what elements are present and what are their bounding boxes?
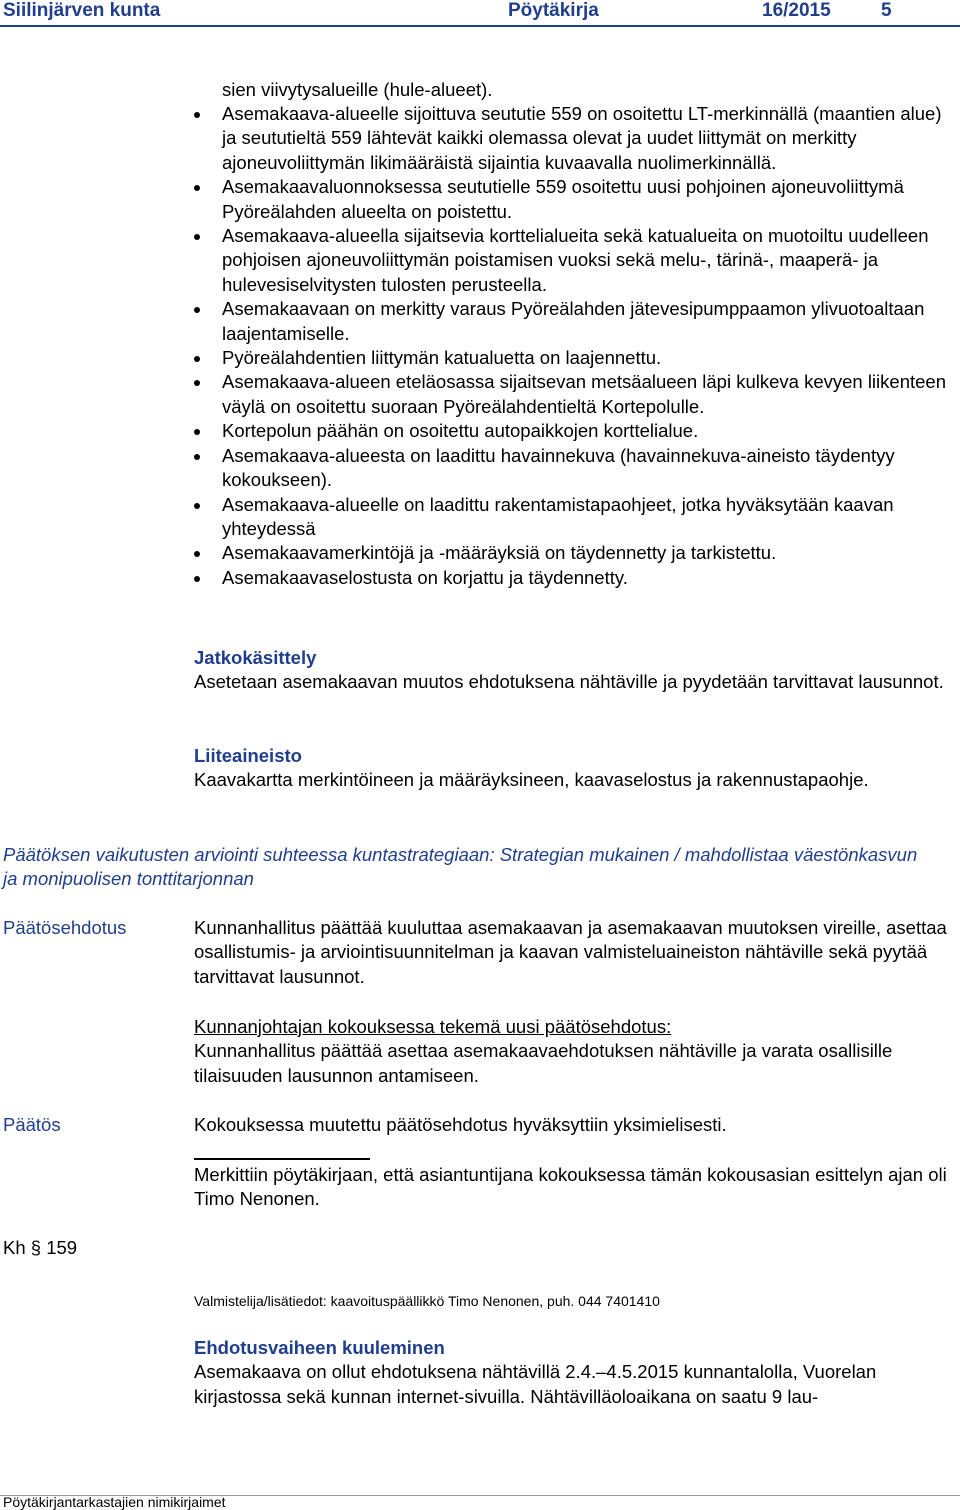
liiteaineisto-section — [194, 744, 954, 793]
section-text: Kaavakartta merkintöineen ja määräyksineen, kaavaselostus ja rakennustapaohje. — [194, 769, 869, 791]
section-text: Asetetaan asemakaavan muutos ehdotuksena nähtäville ja pyydetään tarvittavat lausunnot. — [194, 671, 944, 693]
footer-text: Pöytäkirjantarkastajien nimikirjaimet — [3, 1494, 226, 1510]
municipality-name: Siilinjärven kunta — [3, 0, 161, 21]
list-item: Asemakaava-alueen eteläosassa sijaitsevan metsäalueen läpi kulkeva kevyen liikenteen väylä on osoitettu suoraan Pyöreälahdentieltä Kortepolulle. — [222, 370, 952, 419]
signature-rule — [194, 1158, 370, 1160]
decision-text: Kokouksessa muutettu päätösehdotus hyväksyttiin yksimielisesti. — [194, 1114, 727, 1135]
bullet-icon — [194, 576, 200, 582]
decision-label: Päätös — [3, 1114, 61, 1135]
section-heading: Jatkokäsittely — [194, 647, 317, 668]
bullet-icon — [194, 503, 200, 509]
page-header — [0, 0, 960, 24]
proposal-label: Päätösehdotus — [3, 917, 127, 938]
list-item: Kortepolun päähän on osoitettu autopaikkojen korttelialue. — [222, 419, 952, 443]
new-proposal-section — [194, 1015, 954, 1088]
section-heading: Liiteaineisto — [194, 745, 302, 766]
bullet-icon — [194, 429, 200, 435]
bullet-icon — [194, 454, 200, 460]
list-item: Asemakaava-alueelle on laadittu rakentamistapaohjeet, jotka hyväksytään kaavan yhteydessä — [222, 493, 952, 542]
list-item: Asemakaavamerkintöjä ja -määräyksiä on täydennetty ja tarkistettu. — [222, 541, 952, 565]
change-list — [222, 102, 952, 590]
list-item: Asemakaavaan on merkitty varaus Pyöreälahden jätevesipumppaamon ylivuotoaltaan laajentamiselle. — [222, 297, 952, 346]
impact-assessment: Päätöksen vaikutusten arviointi suhteessa kuntastrategiaan: Strategian mukainen / mahdollistaa väestönkasvun ja monipuolisen tonttitarjonnan — [3, 844, 918, 890]
new-proposal-heading: Kunnanjohtajan kokouksessa tekemä uusi päätösehdotus: — [194, 1016, 672, 1037]
preparer-info: Valmistelija/lisätiedot: kaavoituspäällikkö Timo Nenonen, puh. 044 7401410 — [194, 1293, 660, 1309]
kuuleminen-section — [194, 1336, 954, 1409]
bullet-icon — [194, 380, 200, 386]
list-item: Asemakaava-alueella sijaitsevia korttelialueita sekä katualueita on muotoiltu uudelleen pohjoisen ajoneuvoliittymän poistamisen vuoksi sekä melu-, tärinä-, maaperä- ja hulevesiselvitysten tulosten perusteella. — [222, 224, 952, 297]
document-number: 16/2015 — [762, 0, 831, 21]
list-item: Asemakaava-alueelle sijoittuva seututie 559 on osoitettu LT-merkinnällä (maantien alue) ja seututieltä 559 lähtevät kaikki olemassa olevat ja uudet liittymät on merkitty ajoneuvoliittymän likimääräistä sijaintia kuvaavalla nuolimerkinnällä. — [222, 102, 952, 175]
list-item: Asemakaavaselostusta on korjattu ja täydennetty. — [222, 566, 952, 590]
bullet-icon — [194, 551, 200, 557]
proposal-text: Kunnanhallitus päättää kuuluttaa asemakaavan ja asemakaavan muutoksen vireille, asettaa osallistumis- ja arviointisuunnitelman ja kaavan valmisteluaineiston nähtäville sekä pyytää tarvittavat lausunnot. — [194, 917, 947, 987]
list-item: Asemakaava-alueesta on laadittu havainnekuva (havainnekuva-aineisto täydentyy kokoukseen). — [222, 444, 952, 493]
list-item: Asemakaavaluonnoksessa seututielle 559 osoitettu uusi pohjoinen ajoneuvoliittymä Pyöreälahden alueelta on poistettu. — [222, 175, 952, 224]
header-divider — [0, 25, 960, 27]
bullet-icon — [194, 307, 200, 313]
bullet-icon — [194, 356, 200, 362]
new-proposal-text: Kunnanhallitus päättää asettaa asemakaavaehdotuksen nähtäville ja varata osallisille tilaisuuden lausunnon antamiseen. — [194, 1040, 893, 1086]
page-number: 5 — [881, 0, 892, 21]
section-text: Asemakaava on ollut ehdotuksena nähtävillä 2.4.–4.5.2015 kunnantalolla, Vuorelan kirjastossa sekä kunnan internet-sivuilla. Nähtävilläoloaikana on saatu 9 lau- — [194, 1361, 877, 1407]
decision-note: Merkittiin pöytäkirjaan, että asiantuntijana kokouksessa tämän kokousasian esittelyn ajan oli Timo Nenonen. — [194, 1164, 947, 1210]
section-heading: Ehdotusvaiheen kuuleminen — [194, 1337, 445, 1358]
bullet-icon — [194, 185, 200, 191]
list-item: Pyöreälahdentien liittymän katualuetta on laajennettu. — [222, 346, 952, 370]
document-type: Pöytäkirja — [508, 0, 599, 21]
bullet-icon — [194, 234, 200, 240]
bullet-icon — [194, 112, 200, 118]
jatkokasittely-section — [194, 646, 954, 695]
continuation-text: sien viivytysalueille (hule-alueet). — [222, 79, 493, 100]
kh-label: Kh § 159 — [3, 1237, 78, 1258]
